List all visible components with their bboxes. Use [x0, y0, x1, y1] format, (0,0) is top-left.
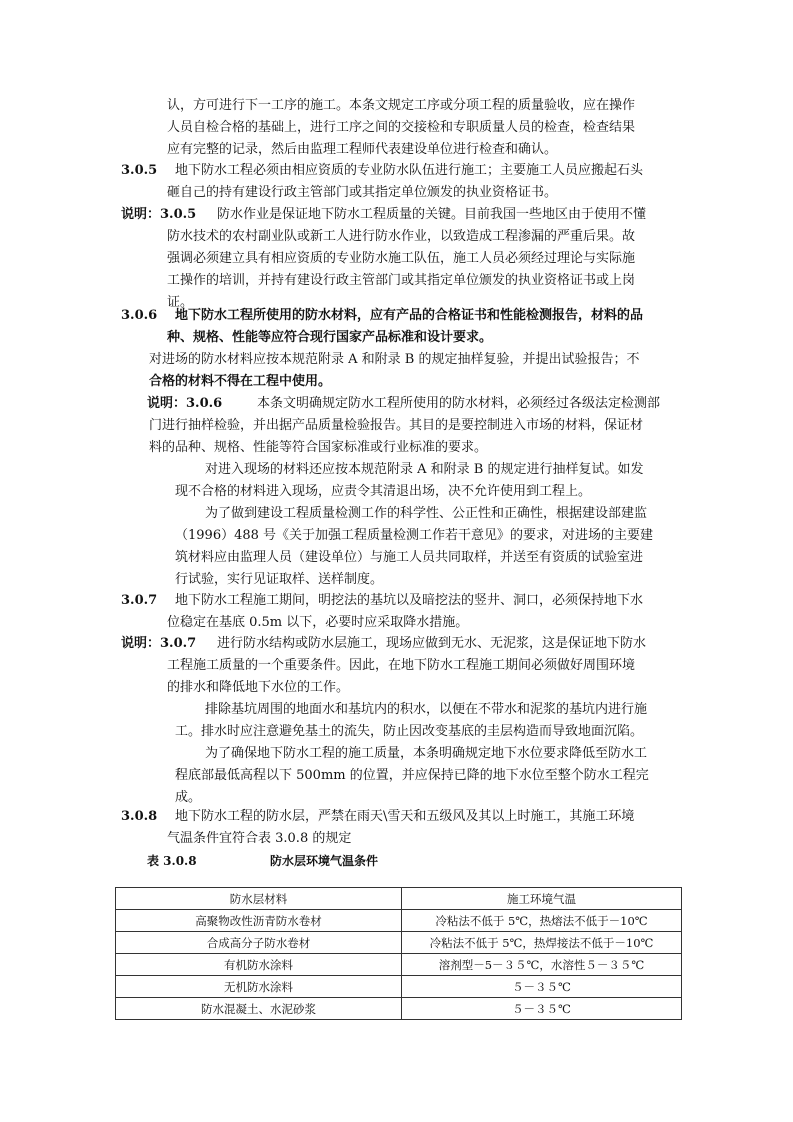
- explanation-text: 进行防水结构或防水层施工，现场应做到无水、无泥浆，这是保证地下防水: [217, 636, 647, 651]
- explanation-text: 工程施工质量的一个重要条件。因此，在地下防水工程施工期间必须做好周围环境: [167, 658, 636, 673]
- explanation-text: 防水作业是保证地下防水工程质量的关键。目前我国一些地区由于使用不懂: [217, 207, 647, 222]
- table-cell: ５－３５℃: [402, 998, 682, 1020]
- table-cell: 冷粘法不低于 5℃，热焊接法不低于－10℃: [402, 932, 682, 954]
- table-cell: 防水混凝土、水泥砂浆: [116, 998, 402, 1020]
- clause-number: 3.0.5: [121, 163, 158, 178]
- table-cell: 冷粘法不低于 5℃，热熔法不低于－10℃: [402, 910, 682, 932]
- explanation-text: 强调必须建立具有相应资质的专业防水施工队伍，施工人员必须经过理论与实际施: [167, 251, 636, 266]
- clause-text-bold: 地下防水工程所使用的防水材料，应有产品的合格证书和性能检测报告，材料的品: [175, 308, 644, 323]
- table-cell: 溶剂型－5－３５℃，水溶性５－３５℃: [402, 954, 682, 976]
- table-row: [116, 976, 682, 998]
- explanation-text: （1996）488 号《关于加强工程质量检测工作若干意见》的要求，对进场的主要建: [175, 528, 654, 543]
- temperature-table: [115, 887, 682, 1020]
- explanation-text: 的排水和降低地下水位的工作。: [167, 680, 350, 695]
- explanation-text: 为了确保地下防水工程的施工质量，本条明确规定地下水位要求降低至防水工: [205, 746, 648, 761]
- explanation-text: 门进行抽样检验，并出据产品质量检验报告。其目的是要控制进入市场的材料，保证材: [149, 418, 644, 433]
- table-cell: ５－３５℃: [402, 976, 682, 998]
- clause-number: 3.0.6: [121, 308, 158, 323]
- explanation-text: 工操作的培训，并持有建设行政主管部门或其指定单位颁发的执业资格证书或上岗: [167, 273, 636, 288]
- explanation-text: 筑材料应由监理人员（建设单位）与施工人员共同取样，并送至有资质的试验室进: [175, 550, 644, 565]
- clause-text: 砸自己的持有建设行政主管部门或其指定单位颁发的执业资格证书。: [167, 185, 558, 200]
- explanation-label: 说明：3.0.6: [147, 396, 223, 411]
- clause-text-bold: 种、规格、性能等应符合现行国家产品标准和设计要求。: [167, 330, 493, 345]
- clause-text: 气温条件宜符合表 3.0.8 的规定: [167, 831, 352, 846]
- clause-text: 地下防水工程的防水层，严禁在雨天\雪天和五级风及其以上时施工，其施工环境: [175, 809, 635, 824]
- text-line: 应有完整的记录，然后由监理工程师代表建设单位进行检查和确认。: [167, 142, 558, 157]
- explanation-text: 本条文明确规定防水工程所使用的防水材料，必须经过各级法定检测部: [257, 396, 661, 411]
- explanation-text: 防水技术的农村副业队或新工人进行防水作业，以致造成工程渗漏的严重后果。故: [167, 229, 636, 244]
- table-cell: 合成高分子防水卷材: [116, 932, 402, 954]
- table-number: 表 3.0.8: [147, 854, 197, 868]
- clause-text: 地下防水工程必须由相应资质的专业防水队伍进行施工；主要施工人员应搬起石头: [175, 163, 644, 178]
- table-header-cell: 施工环境气温: [402, 888, 682, 910]
- table-header-row: [116, 888, 682, 910]
- explanation-text: 行试验，实行见证取样、送样制度。: [175, 572, 384, 587]
- table-title: 防水层环境气温条件: [270, 854, 379, 868]
- explanation-text: 工。排水时应注意避免基土的流失，防止因改变基底的圭层构造而导致地面沉陷。: [175, 724, 644, 739]
- explanation-text: 料的品种、规格、性能等符合国家标准或行业标准的要求。: [149, 440, 488, 455]
- table-header-cell: 防水层材料: [116, 888, 402, 910]
- table-row: [116, 954, 682, 976]
- clause-number: 3.0.8: [121, 809, 158, 824]
- text-line: 认，方可进行下一工序的施工。本条文规定工序或分项工程的质量验收，应在操作: [167, 98, 636, 113]
- explanation-text: 成。: [175, 790, 202, 805]
- table-cell: 有机防水涂料: [116, 954, 402, 976]
- clause-number: 3.0.7: [121, 593, 158, 608]
- explanation-text: 排除基坑周围的地面水和基坑内的积水，以便在不带水和泥浆的基坑内进行施: [205, 702, 648, 717]
- table-row: [116, 910, 682, 932]
- clause-text: 位稳定在基底 0.5m 以下，必要时应采取降水措施。: [167, 615, 469, 630]
- clause-text-bold: 合格的材料不得在工程中使用。: [149, 374, 332, 389]
- explanation-label: 说明：3.0.5: [121, 207, 197, 222]
- explanation-text: 现不合格的材料进入现场，应责令其清退出场，决不允许使用到工程上。: [175, 484, 592, 499]
- explanation-text: 为了做到建设工程质量检测工作的科学性、公正性和正确性，根据建设部建监: [205, 506, 648, 521]
- text-line: 人员自检合格的基础上，进行工序之间的交接检和专职质量人员的检查，检查结果: [167, 120, 636, 135]
- table-row: [116, 998, 682, 1020]
- explanation-text: 对进入现场的材料还应按本规范附录 A 和附录 B 的规定进行抽样复试。如发: [205, 462, 644, 477]
- table-cell: 高聚物改性沥青防水卷材: [116, 910, 402, 932]
- explanation-text: 程底部最低高程以下 500mm 的位置，并应保持已降的地下水位至整个防水工程完: [175, 768, 649, 783]
- explanation-label: 说明：3.0.7: [121, 636, 197, 651]
- explanation-text: 证。: [167, 295, 194, 310]
- table-cell: 无机防水涂料: [116, 976, 402, 998]
- table-row: [116, 932, 682, 954]
- clause-text: 地下防水工程施工期间，明挖法的基坑以及暗挖法的竖井、洞口，必须保持地下水: [175, 593, 644, 608]
- clause-text: 对进场的防水材料应按本规范附录 A 和附录 B 的规定抽样复验，并提出试验报告；不: [149, 352, 640, 367]
